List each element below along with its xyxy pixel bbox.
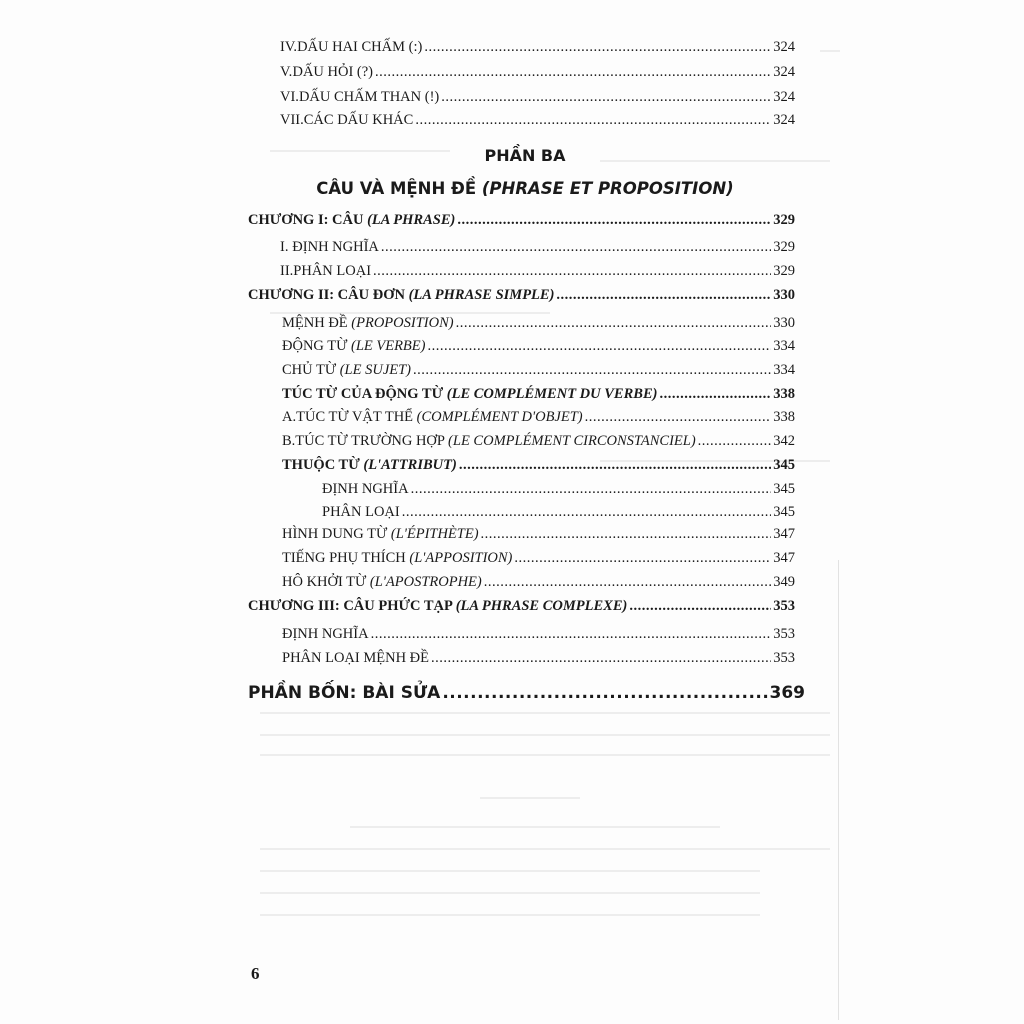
toc-entry [282,649,795,667]
toc-entry-number: II. [280,263,294,279]
toc-entry-page: 334 [773,362,795,378]
leader-dots [556,286,771,304]
toc-entry [280,38,795,56]
toc-entry-page: 353 [773,626,795,642]
toc-entry-title-italic: (L'APPOSITION) [409,550,513,566]
leader-dots [481,525,772,543]
toc-entry-title [295,432,695,450]
toc-entry-title-text: CÁC DẤU KHÁC [303,112,414,128]
toc-entry-title [299,88,439,106]
toc-entry-page: 329 [773,239,795,255]
toc-entry-title-italic: (COMPLÉMENT D'OBJET) [416,409,583,425]
toc-entry-number: B. [282,433,296,449]
leader-dots [629,597,771,615]
leader-dots [402,503,772,521]
leader-dots [457,211,771,229]
toc-entry-page: 349 [773,574,795,590]
toc-entry-title-text: TIẾNG PHỤ THÍCH [282,550,410,566]
leader-dots [442,682,767,704]
toc-entry-page: 329 [773,263,795,279]
leader-dots [411,480,772,498]
final-entry-page: 369 [769,683,805,703]
toc-entry [280,111,795,129]
final-entry [248,682,805,704]
toc-entry-title [282,573,482,591]
toc-entry-number: VII. [280,112,304,128]
toc-entry-page: 324 [773,64,795,80]
toc-entry [280,238,795,256]
toc-entry-number: A. [282,409,297,425]
toc-entry-title [248,211,455,229]
toc-entry-number: IV. [280,39,298,55]
leader-dots [381,238,771,256]
toc-entry-page: 329 [773,212,795,228]
toc-entry-title-text: HÌNH DUNG TỪ [282,526,391,542]
toc-entry-page: 324 [773,39,795,55]
leader-dots [484,573,772,591]
toc-entry-number: VI. [280,89,299,105]
toc-entry-title [304,111,414,129]
leader-dots [585,408,772,426]
toc-entry-page: 330 [773,287,795,303]
leader-dots [431,649,771,667]
toc-entry [280,88,795,106]
toc-entry-title [322,480,409,498]
toc-entry [282,549,795,567]
toc-entry-title-text: TÚC TỪ VẬT THỂ [296,409,417,425]
toc-entry [282,337,795,355]
toc-entry-title-italic: (L'APOSTROPHE) [369,574,482,590]
toc-entry-title [282,625,369,643]
toc-entry-title-text: TÚC TỪ TRƯỜNG HỢP [295,433,449,449]
toc-entry-title-italic: (LE SUJET) [339,362,412,378]
toc-entry-title [248,597,627,615]
toc-entry-number: V. [280,64,293,80]
toc-entry-title-text: TÚC TỪ CỦA ĐỘNG TỪ [282,386,447,402]
toc-entry-title-italic: (LA PHRASE COMPLEXE) [455,598,628,614]
part-subtitle-main: CÂU VÀ MỆNH ĐỀ [316,179,482,198]
toc-entry [282,385,795,403]
leader-dots [514,549,771,567]
toc-entry [280,262,795,280]
toc-entry-page: 338 [773,386,795,402]
toc-entry-title-italic: (LE COMPLÉMENT CIRCONSTANCIEL) [448,433,696,449]
toc-entry-page: 324 [773,112,795,128]
part-subtitle-italic: (PHRASE ET PROPOSITION) [481,179,734,198]
toc-entry-title-text: DẤU HAI CHẤM (:) [297,39,423,55]
toc-entry-title-text: CHƯƠNG I: CÂU [248,212,368,228]
toc-entry-title [282,549,512,567]
leader-dots [371,625,772,643]
toc-entry-title [296,408,583,426]
toc-entry-title-italic: (L'ATTRIBUT) [363,457,457,473]
toc-entry-title [292,238,379,256]
toc-entry [322,480,795,498]
toc-entry-title-text: ĐỊNH NGHĨA [282,626,369,642]
toc-entry-title-text: DẤU HỎI (?) [292,64,373,80]
toc-entry-title-text: CHƯƠNG II: CÂU ĐƠN [248,287,409,303]
toc-entry-title [282,525,479,543]
toc-entry-title [282,456,457,474]
toc-entry [282,525,795,543]
page-number: 6 [251,964,260,983]
leader-dots [415,111,771,129]
toc-entry-page: 342 [773,433,795,449]
toc-entry-number: I. [280,239,289,255]
toc-entry [280,63,795,81]
toc-entry [282,573,795,591]
toc-entry-title [297,38,422,56]
toc-entry-title-italic: (PROPOSITION) [351,315,454,331]
toc-entry-title-text: HÔ KHỞI TỪ [282,574,370,590]
toc-entry-page: 330 [773,315,795,331]
toc-entry-page: 347 [773,550,795,566]
toc-entry-page: 345 [773,481,795,497]
toc-entry-title-text: PHÂN LOẠI [322,504,400,520]
toc-entry-title [282,314,454,332]
leader-dots [424,38,771,56]
toc-entry-title-text: DẤU CHẤM THAN (!) [298,89,440,105]
toc-entry [282,432,795,450]
toc-entry-title-italic: (LA PHRASE SIMPLE) [408,287,555,303]
toc-entry-title [282,385,657,403]
toc-entry [248,597,795,615]
leader-dots [459,456,771,474]
leader-dots [441,88,771,106]
toc-entry-title [282,649,429,667]
toc-entry-page: 345 [773,457,795,473]
toc-entry-title [282,337,425,355]
part-subtitle [240,179,810,198]
toc-entry [282,625,795,643]
toc-entry-title-text: ĐỊNH NGHĨA [292,239,379,255]
toc-entry-title-italic: (LE COMPLÉMENT DU VERBE) [446,386,658,402]
leader-dots [373,262,771,280]
toc-entry-title-italic: (LA PHRASE) [367,212,456,228]
leader-dots [375,63,771,81]
final-entry-title: PHẦN BỐN: BÀI SỬA [248,683,441,703]
toc-entry [248,211,795,229]
leader-dots [456,314,772,332]
toc-entry-title-text: PHÂN LOẠI [293,263,372,279]
toc-entry-title-italic: (L'ÉPITHÈTE) [390,526,479,542]
toc-entry-title [248,286,554,304]
toc-entry [282,408,795,426]
toc-entry-page: 334 [773,338,795,354]
toc-entry [248,286,795,304]
toc-entry-title-text: ĐỘNG TỪ [282,338,351,354]
leader-dots [413,361,771,379]
toc-entry-title [292,63,373,81]
leader-dots [427,337,771,355]
toc-entry-page: 324 [773,89,795,105]
toc-entry-title [282,361,411,379]
toc-entry-title-text: CHỦ TỪ [282,362,340,378]
toc-entry-page: 338 [773,409,795,425]
toc-entry [322,503,795,521]
toc-entry-page: 345 [773,504,795,520]
toc-entry [282,456,795,474]
toc-entry-page: 353 [773,650,795,666]
toc-entry-title-text: ĐỊNH NGHĨA [322,481,409,497]
toc-entry-title [322,503,400,521]
toc-entry [282,314,795,332]
toc-entry-title-italic: (LE VERBE) [350,338,426,354]
leader-dots [698,432,772,450]
toc-entry-page: 347 [773,526,795,542]
leader-dots [659,385,771,403]
toc-entry-title [293,262,371,280]
part-heading: PHẦN BA [484,146,566,165]
toc-entry-title-text: THUỘC TỪ [282,457,364,473]
toc-entry [282,361,795,379]
toc-entry-title-text: MỆNH ĐỀ [282,315,352,331]
toc-entry-page: 353 [773,598,795,614]
toc-entry-title-text: PHÂN LOẠI MỆNH ĐỀ [282,650,430,666]
toc-entry-title-text: CHƯƠNG III: CÂU PHỨC TẠP [248,598,456,614]
